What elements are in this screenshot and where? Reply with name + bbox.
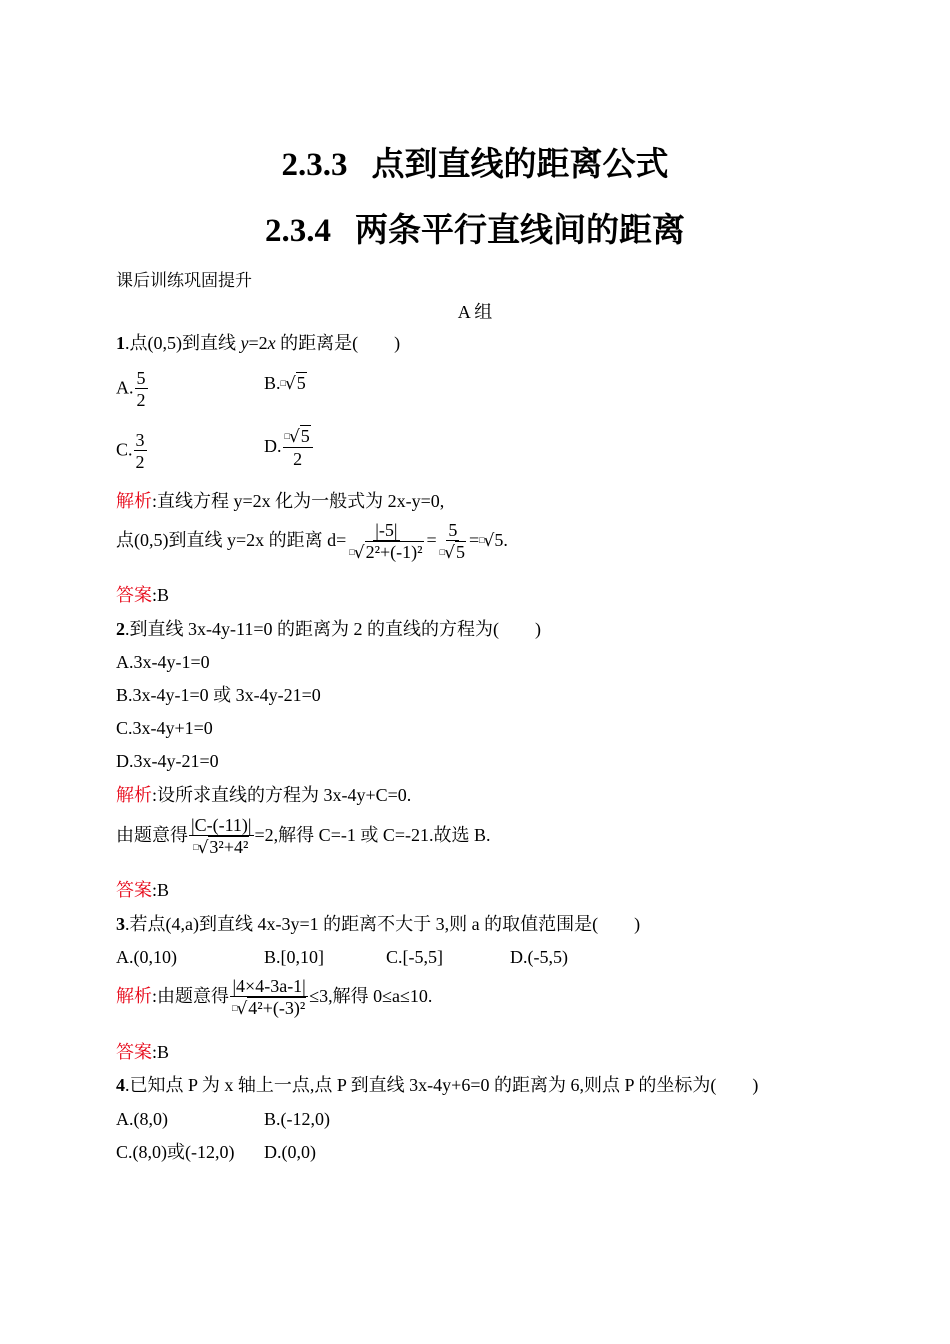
q4-option-c[interactable]: C.(8,0)或(-12,0)	[116, 1142, 235, 1162]
q2-analysis-1: 解析:设所求直线的方程为 3x-4y+C=0.	[116, 785, 412, 805]
question-2-stem: 2.到直线 3x-4y-11=0 的距离为 2 的直线的方程为( )	[116, 619, 541, 639]
q1-option-d[interactable]: D. $\frac{^□√5}{2}$	[264, 426, 314, 470]
q3-option-b[interactable]: B.[0,10]	[264, 947, 324, 967]
page-title-1: 2.3.3 点到直线的距离公式	[281, 144, 669, 183]
q1-answer: 答案:B	[116, 585, 170, 605]
question-1-stem: 1.点(0,5)到直线 y=2x 的距离是( )	[116, 333, 401, 353]
question-3-stem: 3.若点(4,a)到直线 4x-3y=1 的距离不大于 3,则 a 的取值范围是( )	[116, 914, 641, 934]
q4-option-b[interactable]: B.(-12,0)	[264, 1109, 330, 1129]
q2-option-a[interactable]: A.3x-4y-1=0	[116, 652, 210, 672]
group-heading: A 组	[457, 302, 493, 322]
q2-option-c[interactable]: C.3x-4y+1=0	[116, 718, 213, 738]
q2-answer: 答案:B	[116, 880, 170, 900]
q1-analysis-1: 解析:直线方程 y=2x 化为一般式为 2x-y=0,	[116, 491, 445, 511]
q1-option-b[interactable]: B.□√5	[264, 373, 306, 394]
q2-analysis-2: 由题意得 $\frac{|C-(-11)|}{^□√3^2+4^2}$ =2,解得 C=-1 或 C=-21.故选 B.	[116, 815, 491, 858]
q3-option-c[interactable]: C.[-5,5]	[386, 947, 443, 967]
q1-option-a[interactable]: A. $\frac{5}{2}$	[116, 368, 146, 410]
q3-option-a[interactable]: A.(0,10)	[116, 947, 177, 967]
q3-option-d[interactable]: D.(-5,5)	[510, 947, 568, 967]
section-heading: 课后训练巩固提升	[116, 271, 252, 291]
page-title-2: 2.3.4 两条平行直线间的距离	[265, 210, 685, 249]
q1-analysis-2: 点(0,5)到直线 y=2x 的距离 d= $\frac{|-5|}{^□√2^2+(-1)^2}$ = $\frac{5}{^□√5}$ =□√5.	[116, 520, 508, 563]
q4-option-d[interactable]: D.(0,0)	[264, 1142, 316, 1162]
q2-option-b[interactable]: B.3x-4y-1=0 或 3x-4y-21=0	[116, 685, 321, 705]
question-4-stem: 4.已知点 P 为 x 轴上一点,点 P 到直线 3x-4y+6=0 的距离为 6,则点 P 的坐标为( )	[116, 1075, 759, 1095]
q3-answer: 答案:B	[116, 1042, 170, 1062]
q1-option-c[interactable]: C. $\frac{3}{2}$	[116, 430, 145, 472]
q2-option-d[interactable]: D.3x-4y-21=0	[116, 751, 219, 771]
q4-option-a[interactable]: A.(8,0)	[116, 1109, 168, 1129]
q3-analysis: 解析:由题意得 $\frac{|4\times 4-3a-1|}{^□√4^2+(-3)^2}$ ≤3,解得 0≤a≤10.	[116, 976, 433, 1019]
